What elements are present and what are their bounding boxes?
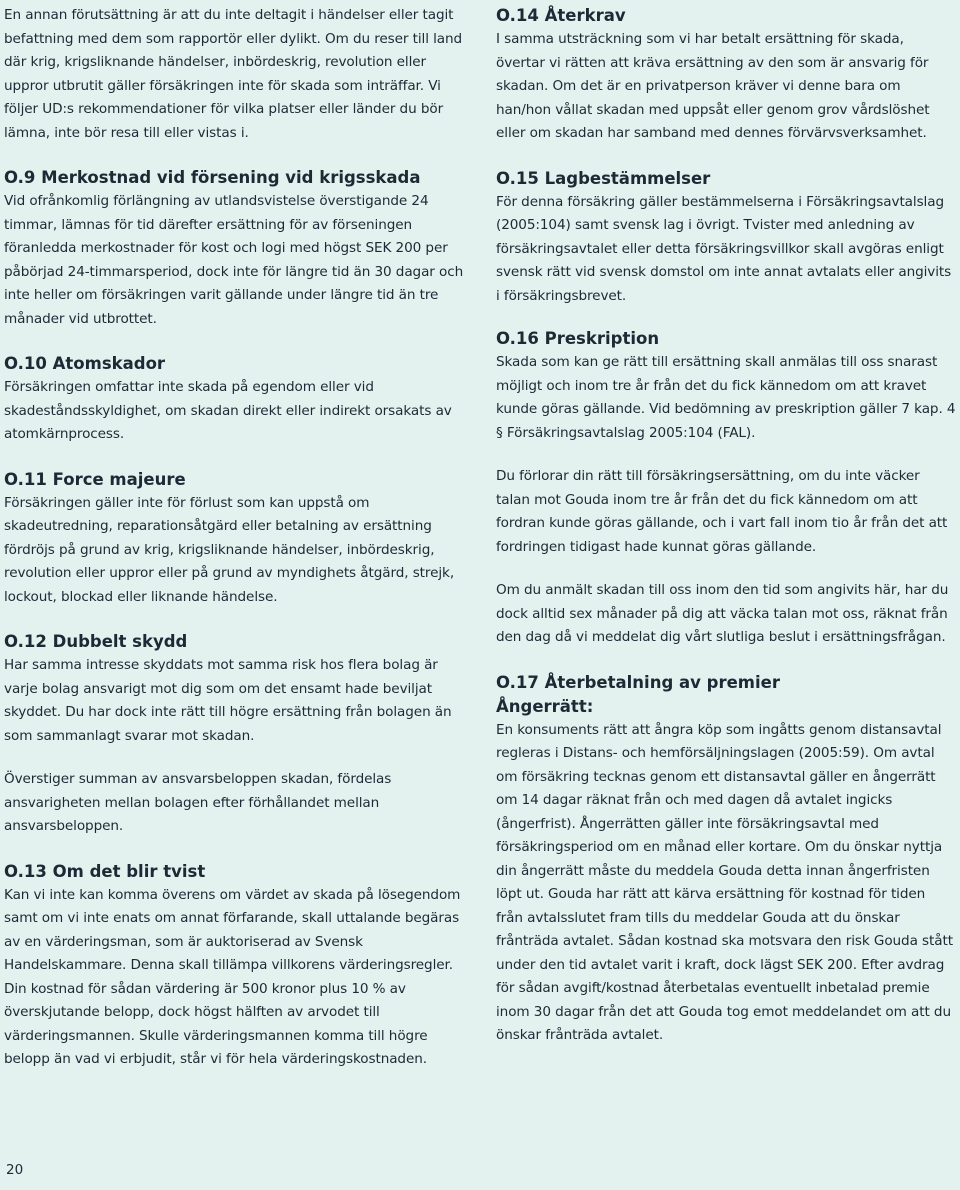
intro-section: [4, 4, 466, 145]
section-paragraph: En konsuments rätt att ångra köp som ingåtts genom distansavtal regleras i Distans- och hemförsäljningslagen (2005:59). Om avtal om försäkring tecknas genom ett distansavtal gäller en ångerrätt om 14 dagar räknat från och med dagen då avtalet ingicks (ångerfrist). Ångerrätten gäller inte försäkringsavtal med försäkringsperiod om en månad eller kortare. Om du önskar nyttja din ångerrätt måste du meddela Gouda detta innan ångerfristen löpt ut. Gouda har rätt att kärva ersättning för kostnad för tiden från avtalsslutet fram tills du meddelar Gouda att du önskar frånträda avtalet. Sådan kostnad ska motsvara den risk Gouda stått under den tid avtalet varit i kraft, dock lägst SEK 200. Efter avdrag för sådan avgift/kostnad återbetalas eventuellt inbetalad premie inom 30 dagar från det att Gouda tog emot meddelandet om att du önskar frånträda avtalet.: [496, 721, 953, 1043]
section-heading: O.14 Återkrav: [496, 6, 626, 25]
section-heading: O.10 Atomskador: [4, 354, 166, 373]
section-heading: O.16 Preskription: [496, 329, 660, 348]
section-paragraph: Skada som kan ge rätt till ersättning skall anmälas till oss snarast möjligt och inom tre år från det du fick kännedom om att kravet kunde göras gällande. Vid bedömning av preskription gäller 7 kap. 4 § Försäkringsavtalslag 2005:104 (FAL).: [496, 354, 956, 441]
section-paragraph: Kan vi inte kan komma överens om värdet av skada på lösegendom samt om vi inte enats om annat förfarande, skall uttalande begäras av en värderingsman, som är auktoriserad av Svensk Handelskammare. Denna skall tillämpa villkorens värderingsregler. Din kostnad för sådan värdering är 500 kronor plus 10 % av överskjutande belopp, dock högst hälften av arvodet till värderingsmannen. Skulle värderingsmannen komma till högre belopp än vad vi erbjudit, står vi för hela värderingskostnaden.: [4, 886, 461, 1067]
section-o11: [4, 468, 466, 610]
section-heading: O.13 Om det blir tvist: [4, 861, 206, 881]
intro-paragraph: En annan förutsättning är att du inte deltagit i händelser eller tagit befattning med dem som rapportör eller dylikt. Om du reser till land där krig, krigsliknande händelser, inbördeskrig, revolution eller uppror utbrutit gäller försäkringen inte för skada som inträffar. Vi följer UD:s rekommendationer för vilka platser eller länder du bör lämna, inte bör resa till eller vistas i.: [4, 7, 463, 141]
section-paragraph: Överstiger summan av ansvarsbeloppen skadan, fördelas ansvarigheten mellan bolagen efter förhållandet mellan ansvarsbeloppen.: [4, 771, 392, 834]
section-heading: O.17 Återbetalning av premier: [496, 672, 780, 692]
section-paragraph: Försäkringen omfattar inte skada på egendom eller vid skadeståndsskyldighet, om skadan direkt eller indirekt orsakats av atomkärnprocess.: [4, 379, 452, 442]
right-column: [496, 4, 956, 1048]
section-heading: O.12 Dubbelt skydd: [4, 632, 188, 651]
section-heading: O.15 Lagbestämmelser: [496, 168, 711, 188]
section-o10: [4, 352, 466, 447]
section-paragraph: I samma utsträckning som vi har betalt ersättning för skada, övertar vi rätten att kräva ersättning av den som är ansvarig för skadan. Om det är en privatperson kräver vi denne bara om han/hon vållat skadan med uppsåt eller genom grov vårdslöshet eller om skadan har samband med dennes förvärvsverksamhet.: [496, 31, 930, 141]
page-number: 20: [6, 1162, 24, 1178]
section-subheading: Ångerrätt:: [496, 696, 594, 716]
section-o16: [496, 327, 956, 650]
section-o9: [4, 166, 466, 331]
section-o12: [4, 630, 466, 839]
section-o15: [496, 167, 956, 309]
section-o13: [4, 860, 466, 1072]
section-o14: [496, 4, 956, 146]
left-column: [4, 4, 466, 1072]
section-o17: [496, 671, 956, 1048]
section-paragraph: Vid ofrånkomlig förlängning av utlandsvistelse överstigande 24 timmar, lämnas för tid därefter ersättning för av förseningen föranledda merkostnader för kost och logi med högst SEK 200 per påbörjad 24-timmarsperiod, dock inte för längre tid än 30 dagar och inte heller om försäkringen varit gällande under längre tid än tre månader vid utbrottet.: [4, 193, 464, 327]
section-paragraph: Du förlorar din rätt till försäkringsersättning, om du inte väcker talan mot Gouda inom tre år från det du fick kännedom om att fordran kunde göras gällande, och i vart fall inom tio år från det att fordringen tidigast hade kunnat göras gällande.: [496, 468, 948, 555]
section-heading: O.9 Merkostnad vid försening vid krigsskada: [4, 168, 421, 187]
section-paragraph: Om du anmält skadan till oss inom den tid som angivits här, har du dock alltid sex månader på dig att väcka talan mot oss, räknat från den dag då vi meddelat dig vårt slutliga beslut i ersättningsfrågan.: [496, 582, 949, 645]
section-heading: O.11 Force majeure: [4, 469, 186, 489]
section-paragraph: Försäkringen gäller inte för förlust som kan uppstå om skadeutredning, reparationsåtgärd eller betalning av ersättning fördröjs på grund av krig, krigsliknande händelser, inbördeskrig, revolution eller uppror eller på grund av myndighets åtgärd, strejk, lockout, blockad eller liknande händelse.: [4, 494, 455, 605]
section-paragraph: Har samma intresse skyddats mot samma risk hos flera bolag är varje bolag ansvarigt mot dig som om det ensamt hade beviljat skyddet. Du har dock inte rätt till högre ersättning från bolagen än som sammanlagt svarar mot skadan.: [4, 657, 452, 744]
section-paragraph: För denna försäkring gäller bestämmelserna i Försäkringsavtalslag (2005:104) samt svensk lag i övrigt. Tvister med anledning av försäkringsavtalet eller detta försäkringsvillkor skall avgöras enligt svensk rätt vid svensk domstol om inte annat avtalats eller angivits i försäkringsbrevet.: [496, 193, 952, 304]
